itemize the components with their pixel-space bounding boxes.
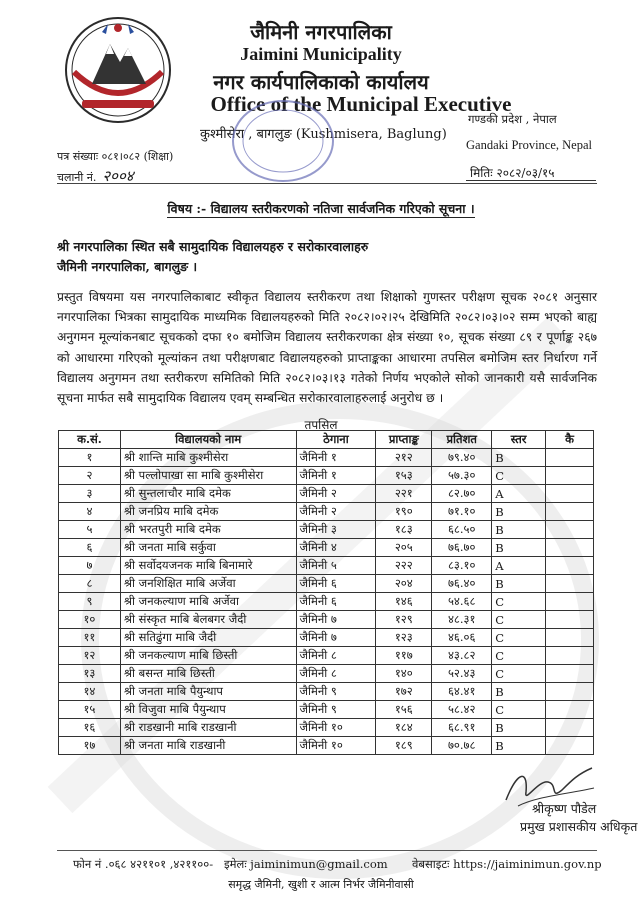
cell-address: जैमिनी ६ bbox=[296, 575, 376, 593]
cell-school-name: श्री भरतपुरी माबि दमेक bbox=[120, 521, 296, 539]
cell-remarks bbox=[546, 485, 594, 503]
addressee-line-2: जैमिनी नगरपालिका, बागलुङ । bbox=[57, 259, 198, 274]
addressee-line-1: श्री नगरपालिका स्थित सबै सामुदायिक विद्यालयहरु र सरोकारवालाहरु bbox=[57, 239, 369, 254]
cell-address: जैमिनी २ bbox=[296, 503, 376, 521]
cell-address: जैमिनी ७ bbox=[296, 629, 376, 647]
signatory-name: श्रीकृष्ण पौडेल bbox=[532, 801, 597, 816]
cell-score: १७२ bbox=[376, 683, 432, 701]
table-row bbox=[59, 701, 594, 719]
cell-remarks bbox=[546, 539, 594, 557]
cell-score: १२३ bbox=[376, 629, 432, 647]
cell-address: जैमिनी ४ bbox=[296, 539, 376, 557]
cell-grade: B bbox=[492, 575, 546, 593]
cell-school-name: श्री जनप्रिय माबि दमेक bbox=[120, 503, 296, 521]
cell-percent: ५४.६८ bbox=[432, 593, 492, 611]
cell-school-name: श्री जनशिक्षित माबि अर्जेवा bbox=[120, 575, 296, 593]
office-name-np: नगर कार्यपालिकाको कार्यालय bbox=[213, 70, 429, 94]
cell-school-name: श्री शान्ति माबि कुश्मीसेरा bbox=[120, 449, 296, 467]
signatory-title: प्रमुख प्रशासकीय अधिकृत bbox=[520, 819, 638, 834]
cell-school-name: श्री सुन्तलाचौर माबि दमेक bbox=[120, 485, 296, 503]
cell-grade: C bbox=[492, 629, 546, 647]
cell-grade: C bbox=[492, 665, 546, 683]
cell-remarks bbox=[546, 719, 594, 737]
table-row bbox=[59, 575, 594, 593]
col-grade: स्तर bbox=[492, 431, 546, 449]
cell-remarks bbox=[546, 647, 594, 665]
cell-grade: C bbox=[492, 647, 546, 665]
cell-percent: ७१.१० bbox=[432, 503, 492, 521]
cell-remarks bbox=[546, 449, 594, 467]
cell-address: जैमिनी २ bbox=[296, 485, 376, 503]
col-score: प्राप्ताङ्क bbox=[376, 431, 432, 449]
table-row bbox=[59, 539, 594, 557]
cell-remarks bbox=[546, 521, 594, 539]
cell-address: जैमिनी ८ bbox=[296, 665, 376, 683]
footer-slogan: समृद्ध जैमिनी, खुशी र आत्म निर्भर जैमिनीवासी bbox=[228, 878, 414, 891]
cell-score: २०५ bbox=[376, 539, 432, 557]
cell-grade: B bbox=[492, 737, 546, 755]
cell-grade: A bbox=[492, 557, 546, 575]
table-row bbox=[59, 449, 594, 467]
cell-score: १२९ bbox=[376, 611, 432, 629]
cell-school-name: श्री सर्वोदयजनक माबि बिनामारे bbox=[120, 557, 296, 575]
cell-address: जैमिनी १ bbox=[296, 467, 376, 485]
table-row bbox=[59, 647, 594, 665]
cell-remarks bbox=[546, 701, 594, 719]
cell-remarks bbox=[546, 611, 594, 629]
cell-address: जैमिनी १० bbox=[296, 719, 376, 737]
cell-remarks bbox=[546, 575, 594, 593]
cell-remarks bbox=[546, 503, 594, 521]
cell-score: १४० bbox=[376, 665, 432, 683]
cell-sn: ११ bbox=[59, 629, 121, 647]
cell-score: १९० bbox=[376, 503, 432, 521]
cell-remarks bbox=[546, 629, 594, 647]
cell-percent: ४८.३१ bbox=[432, 611, 492, 629]
letter-date: मितिः २०८२/०३/१५ bbox=[470, 166, 555, 180]
cell-grade: B bbox=[492, 683, 546, 701]
cell-address: जैमिनी १० bbox=[296, 737, 376, 755]
cell-address: जैमिनी ६ bbox=[296, 593, 376, 611]
cell-grade: C bbox=[492, 701, 546, 719]
cell-score: ११७ bbox=[376, 647, 432, 665]
cell-percent: ७९.४० bbox=[432, 449, 492, 467]
cell-address: जैमिनी ७ bbox=[296, 611, 376, 629]
cell-grade: B bbox=[492, 449, 546, 467]
footer-phone: फोन नं .०६८ ४२११०१ ,४२११००- bbox=[73, 857, 214, 871]
cell-sn: १४ bbox=[59, 683, 121, 701]
header-divider bbox=[57, 183, 597, 184]
reference-number: पत्र संख्याः ०८१।०८२ (शिक्षा) bbox=[57, 150, 174, 163]
province-np: गण्डकी प्रदेश , नेपाल bbox=[468, 112, 557, 126]
cell-sn: १० bbox=[59, 611, 121, 629]
table-row bbox=[59, 503, 594, 521]
table-row bbox=[59, 521, 594, 539]
cell-grade: C bbox=[492, 593, 546, 611]
office-stamp bbox=[228, 96, 338, 186]
cell-remarks bbox=[546, 593, 594, 611]
cell-percent: ६८.९१ bbox=[432, 719, 492, 737]
table-body bbox=[59, 449, 594, 755]
date-underline bbox=[466, 180, 596, 181]
dispatch-label: चलानी नं. bbox=[57, 171, 97, 184]
cell-grade: B bbox=[492, 719, 546, 737]
cell-percent: ५८.४२ bbox=[432, 701, 492, 719]
footer-divider bbox=[57, 850, 597, 851]
cell-school-name: श्री राडखानी माबि राडखानी bbox=[120, 719, 296, 737]
table-row bbox=[59, 467, 594, 485]
table-row bbox=[59, 629, 594, 647]
header-row bbox=[59, 431, 594, 449]
cell-school-name: श्री विजुवा माबि पैयुन्थाप bbox=[120, 701, 296, 719]
cell-percent: ५७.३० bbox=[432, 467, 492, 485]
cell-grade: B bbox=[492, 521, 546, 539]
cell-address: जैमिनी ८ bbox=[296, 647, 376, 665]
table-header bbox=[59, 431, 594, 449]
cell-percent: ६४.४१ bbox=[432, 683, 492, 701]
cell-percent: ४३.८२ bbox=[432, 647, 492, 665]
cell-address: जैमिनी ९ bbox=[296, 701, 376, 719]
table-row bbox=[59, 665, 594, 683]
cell-score: १५६ bbox=[376, 701, 432, 719]
subject-text: विषय :- विद्यालय स्तरीकरणको नतिजा सार्वजनिक गरिएको सूचना । bbox=[167, 201, 475, 216]
cell-sn: १३ bbox=[59, 665, 121, 683]
body-paragraph: प्रस्तुत विषयमा यस नगरपालिकाबाट स्वीकृत विद्यालय स्तरीकरण तथा शिक्षाको गुणस्तर परीक्षण सूचक २०८१ अनुसार नगरपालिका भित्रका सामुदायिक माध्यमिक विद्यालयहरुको मिति २०८२।०२।२५ देखिमिति २०८२।०३।०२ सम्म भएको बाह्य अनुगमन मूल्यांकनबाट सूचकको दफा १० बमोजिम विद्यालय स्तरीकरणका क्षेत्र संख्या १०, सूचक संख्या ८९ र पूर्णाङ्क २६७ को आधारमा गरिएको मूल्यांकन तथा परीक्षणबाट विद्यालयहरुको प्राप्ताङ्कका आधारमा तपसिल बमोजिम स्तर निर्धारण गर्ने विद्यालय अनुगमन तथा स्तरीकरण समितिको मिति २०८२।०३।१३ गतेको निर्णय भएकोले सोको जानकारी यसै सार्वजनिक सूचना मार्फत सबै सामुदायिक विद्यालय एवम् सम्बन्धित सरोकारवालाहरुलाई अनुरोध छ । bbox=[57, 290, 597, 406]
dispatch-value: २००४ bbox=[102, 167, 134, 185]
cell-sn: ८ bbox=[59, 575, 121, 593]
col-address: ठेगाना bbox=[296, 431, 376, 449]
province-en: Gandaki Province, Nepal bbox=[466, 138, 593, 152]
cell-sn: २ bbox=[59, 467, 121, 485]
cell-percent: ६८.५० bbox=[432, 521, 492, 539]
cell-school-name: श्री जनकल्याण माबि छिस्ती bbox=[120, 647, 296, 665]
cell-remarks bbox=[546, 467, 594, 485]
col-school-name: विद्यालयको नाम bbox=[120, 431, 296, 449]
cell-address: जैमिनी १ bbox=[296, 449, 376, 467]
table-row bbox=[59, 611, 594, 629]
cell-score: २१२ bbox=[376, 449, 432, 467]
cell-percent: ८३.१० bbox=[432, 557, 492, 575]
cell-score: २०४ bbox=[376, 575, 432, 593]
cell-score: १८४ bbox=[376, 719, 432, 737]
cell-school-name: श्री जनता माबि पैयुन्थाप bbox=[120, 683, 296, 701]
cell-sn: १ bbox=[59, 449, 121, 467]
results-table bbox=[58, 430, 594, 755]
cell-sn: ४ bbox=[59, 503, 121, 521]
municipality-name-np: जैमिनी नगरपालिका bbox=[250, 20, 392, 44]
cell-sn: ५ bbox=[59, 521, 121, 539]
cell-sn: ३ bbox=[59, 485, 121, 503]
municipality-name-en: Jaimini Municipality bbox=[240, 44, 402, 64]
cell-score: १५३ bbox=[376, 467, 432, 485]
cell-remarks bbox=[546, 737, 594, 755]
cell-score: १४६ bbox=[376, 593, 432, 611]
cell-school-name: श्री जनता माबि राडखानी bbox=[120, 737, 296, 755]
subject-line bbox=[0, 200, 642, 217]
table-row bbox=[59, 557, 594, 575]
cell-school-name: श्री संस्कृत माबि बेलबगर जैदी bbox=[120, 611, 296, 629]
table-row bbox=[59, 485, 594, 503]
col-percent: प्रतिशत bbox=[432, 431, 492, 449]
col-remarks: कै bbox=[546, 431, 594, 449]
cell-sn: ७ bbox=[59, 557, 121, 575]
cell-sn: ६ bbox=[59, 539, 121, 557]
cell-address: जैमिनी ३ bbox=[296, 521, 376, 539]
cell-address: जैमिनी ९ bbox=[296, 683, 376, 701]
table-row bbox=[59, 683, 594, 701]
cell-address: जैमिनी ५ bbox=[296, 557, 376, 575]
cell-sn: १५ bbox=[59, 701, 121, 719]
cell-score: १८९ bbox=[376, 737, 432, 755]
cell-percent: ७६.४० bbox=[432, 575, 492, 593]
table-caption: तपसिल bbox=[304, 418, 338, 432]
cell-sn: ९ bbox=[59, 593, 121, 611]
cell-school-name: श्री जनता माबि सर्कुवा bbox=[120, 539, 296, 557]
cell-percent: ४६.०६ bbox=[432, 629, 492, 647]
cell-percent: ७६.७० bbox=[432, 539, 492, 557]
cell-remarks bbox=[546, 665, 594, 683]
office-name-en: Office of the Municipal Executive bbox=[210, 92, 512, 116]
cell-sn: १७ bbox=[59, 737, 121, 755]
cell-grade: C bbox=[492, 467, 546, 485]
cell-grade: B bbox=[492, 503, 546, 521]
table-row bbox=[59, 737, 594, 755]
cell-school-name: श्री सतिढुंगा माबि जैदी bbox=[120, 629, 296, 647]
cell-school-name: श्री पल्लोपाखा सा माबि कुश्मीसेरा bbox=[120, 467, 296, 485]
cell-percent: ८२.७० bbox=[432, 485, 492, 503]
table-row bbox=[59, 593, 594, 611]
cell-score: २२१ bbox=[376, 485, 432, 503]
cell-grade: C bbox=[492, 611, 546, 629]
col-sn: क.सं. bbox=[59, 431, 121, 449]
cell-score: २२२ bbox=[376, 557, 432, 575]
cell-grade: B bbox=[492, 539, 546, 557]
footer-email: इमेलः jaiminimun@gmail.com bbox=[224, 857, 388, 871]
cell-remarks bbox=[546, 557, 594, 575]
cell-sn: १६ bbox=[59, 719, 121, 737]
cell-school-name: श्री बसन्त माबि छिस्ती bbox=[120, 665, 296, 683]
cell-percent: ५२.४३ bbox=[432, 665, 492, 683]
footer-website: वेबसाइटः https://jaiminimun.gov.np bbox=[412, 857, 602, 871]
cell-school-name: श्री जनकल्याण माबि अर्जेवा bbox=[120, 593, 296, 611]
cell-percent: ७०.७८ bbox=[432, 737, 492, 755]
cell-sn: १२ bbox=[59, 647, 121, 665]
office-address: कुश्मीसेरा , बागलुङ (Kushmisera, Baglung) bbox=[200, 127, 447, 142]
cell-remarks bbox=[546, 683, 594, 701]
cell-score: १८३ bbox=[376, 521, 432, 539]
cell-grade: A bbox=[492, 485, 546, 503]
table-row bbox=[59, 719, 594, 737]
